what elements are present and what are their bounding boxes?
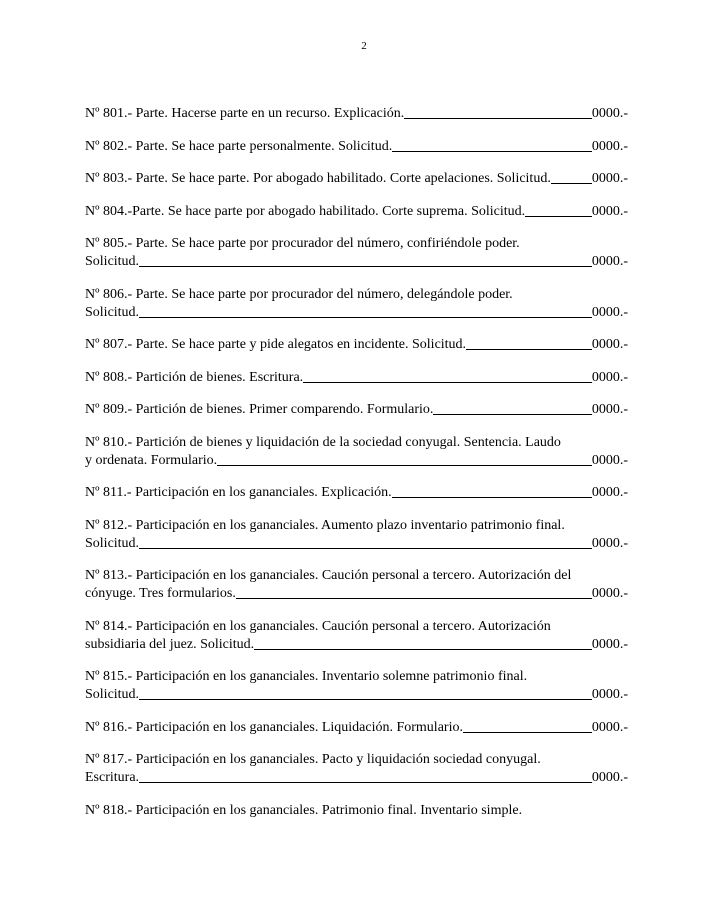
entry-code: 0000.- xyxy=(591,636,628,652)
index-entries xyxy=(85,105,628,834)
entry-line xyxy=(85,170,628,188)
entry-text: Nº 810.- Partición de bienes y liquidación de la sociedad conyugal. Sentencia. Laudo xyxy=(85,434,561,450)
entry-line xyxy=(85,769,628,787)
leader-line xyxy=(303,382,592,383)
entry-code: 0000.- xyxy=(591,719,628,735)
entry-text: Nº 808.- Partición de bienes. Escritura. xyxy=(85,369,304,385)
index-entry xyxy=(85,751,628,787)
leader-line xyxy=(392,497,592,498)
entry-text: Nº 818.- Participación en los gananciales. Patrimonio final. Inventario simple. xyxy=(85,802,523,818)
leader-line xyxy=(404,118,592,119)
entry-text: Solicitud. xyxy=(85,304,140,320)
entry-text: Solicitud. xyxy=(85,254,140,269)
entry-line xyxy=(85,105,628,123)
entry-line xyxy=(85,636,628,654)
leader-line xyxy=(466,349,592,350)
entry-line xyxy=(85,686,628,704)
index-entry xyxy=(85,802,628,820)
leader-line xyxy=(525,216,592,217)
leader-line xyxy=(139,699,592,700)
entry-line xyxy=(85,535,628,553)
index-entry xyxy=(85,170,628,188)
entry-line xyxy=(85,369,628,387)
entry-code: 0000.- xyxy=(591,586,628,601)
entry-line xyxy=(85,517,628,535)
entry-text: Nº 811.- Participación en los gananciales. Explicación. xyxy=(85,485,392,500)
leader-line xyxy=(139,548,592,549)
index-entry xyxy=(85,138,628,156)
entry-line xyxy=(85,253,628,271)
entry-text: y ordenata. Formulario. xyxy=(85,452,218,468)
entry-code: 0000.- xyxy=(591,337,628,352)
entry-line xyxy=(85,286,628,304)
entry-text: Nº 809.- Partición de bienes. Primer comparendo. Formulario. xyxy=(85,402,434,417)
entry-text: Nº 815.- Participación en los gananciales. Inventario solemne patrimonio final. xyxy=(85,669,528,684)
entry-code: 0000.- xyxy=(591,770,628,785)
entry-text: Nº 805.- Parte. Se hace parte por procurador del número, confiriéndole poder. xyxy=(85,236,520,251)
index-entry xyxy=(85,719,628,737)
entry-line xyxy=(85,434,628,452)
entry-code: 0000.- xyxy=(591,106,628,121)
entry-line xyxy=(85,618,628,636)
entry-code: 0000.- xyxy=(591,452,628,468)
index-entry xyxy=(85,484,628,502)
entry-text: Solicitud. xyxy=(85,687,140,702)
leader-line xyxy=(254,649,592,650)
index-entry xyxy=(85,286,628,322)
leader-line xyxy=(551,183,592,184)
entry-line xyxy=(85,668,628,686)
entry-line xyxy=(85,751,628,769)
entry-code: 0000.- xyxy=(591,203,628,219)
index-entry xyxy=(85,567,628,603)
entry-line xyxy=(85,235,628,253)
entry-text: Nº 812.- Participación en los gananciales. Aumento plazo inventario patrimonio final. xyxy=(85,517,565,533)
entry-text: Nº 813.- Participación en los gananciales. Caución personal a tercero. Autorización del xyxy=(85,568,572,583)
leader-line xyxy=(139,266,592,267)
entry-text: subsidiaria del juez. Solicitud. xyxy=(85,636,255,652)
entry-text: Nº 806.- Parte. Se hace parte por procurador del número, delegándole poder. xyxy=(85,286,513,302)
leader-line xyxy=(139,317,592,318)
entry-line xyxy=(85,203,628,221)
entry-line xyxy=(85,401,628,419)
entry-text: Nº 807.- Parte. Se hace parte y pide alegatos en incidente. Solicitud. xyxy=(85,337,467,352)
entry-text: Nº 814.- Participación en los gananciales. Caución personal a tercero. Autorización xyxy=(85,618,551,634)
entry-code: 0000.- xyxy=(591,687,628,702)
entry-text: Nº 802.- Parte. Se hace parte personalmente. Solicitud. xyxy=(85,138,393,154)
entry-line xyxy=(85,719,628,737)
entry-code: 0000.- xyxy=(591,171,628,186)
entry-line xyxy=(85,567,628,585)
entry-line xyxy=(85,138,628,156)
entry-code: 0000.- xyxy=(591,254,628,269)
index-entry xyxy=(85,203,628,221)
leader-line xyxy=(463,732,592,733)
index-entry xyxy=(85,618,628,654)
index-entry xyxy=(85,336,628,354)
entry-line xyxy=(85,452,628,470)
entry-code: 0000.- xyxy=(591,304,628,320)
entry-code: 0000.- xyxy=(591,485,628,500)
index-entry xyxy=(85,401,628,419)
entry-code: 0000.- xyxy=(591,402,628,417)
entry-line xyxy=(85,585,628,603)
index-entry xyxy=(85,369,628,387)
entry-text: Nº 801.- Parte. Hacerse parte en un recurso. Explicación. xyxy=(85,106,405,121)
entry-text: Nº 804.-Parte. Se hace parte por abogado habilitado. Corte suprema. Solicitud. xyxy=(85,203,526,219)
entry-code: 0000.- xyxy=(591,369,628,385)
entry-text: Escritura. xyxy=(85,770,140,785)
entry-line xyxy=(85,336,628,354)
entry-line xyxy=(85,484,628,502)
index-entry xyxy=(85,434,628,470)
leader-line xyxy=(433,414,591,415)
leader-line xyxy=(217,465,592,466)
entry-code: 0000.- xyxy=(591,535,628,551)
leader-line xyxy=(139,782,592,783)
entry-line xyxy=(85,304,628,322)
entry-text: cónyuge. Tres formularios. xyxy=(85,586,236,601)
index-entry xyxy=(85,668,628,704)
entry-line xyxy=(85,802,628,820)
entry-text: Nº 816.- Participación en los gananciales. Liquidación. Formulario. xyxy=(85,719,463,735)
leader-line xyxy=(392,151,592,152)
index-entry xyxy=(85,235,628,271)
leader-line xyxy=(236,598,592,599)
page-number: 2 xyxy=(361,40,367,52)
entry-text: Solicitud. xyxy=(85,535,140,551)
entry-text: Nº 817.- Participación en los gananciales. Pacto y liquidación sociedad conyugal. xyxy=(85,752,541,767)
index-entry xyxy=(85,517,628,553)
entry-code: 0000.- xyxy=(591,138,628,154)
entry-text: Nº 803.- Parte. Se hace parte. Por abogado habilitado. Corte apelaciones. Solicitud. xyxy=(85,171,551,186)
index-entry xyxy=(85,105,628,123)
